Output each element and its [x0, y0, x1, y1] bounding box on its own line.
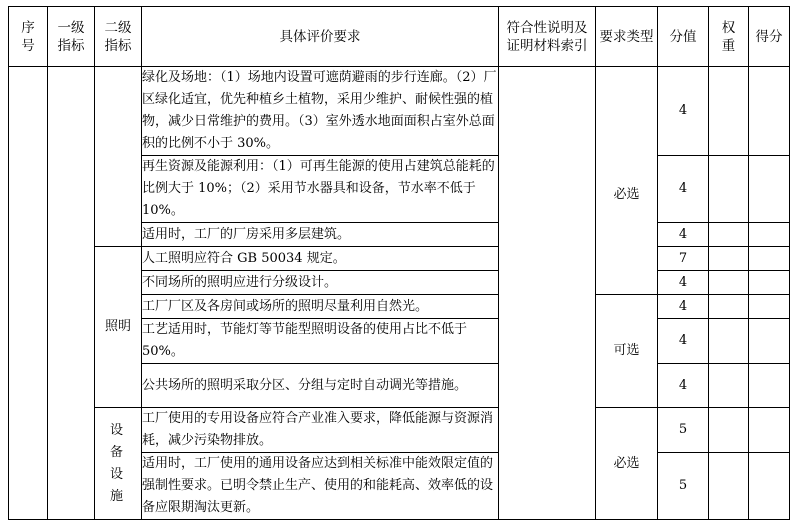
table-row: [9, 67, 790, 156]
requirement-cell: 工厂厂区及各房间或场所的照明尽量利用自然光。: [142, 295, 499, 319]
header-score: 分值: [658, 7, 709, 67]
header-seq: 序号: [9, 7, 48, 67]
requirement-cell: 工厂使用的专用设备应符合产业准入要求，降低能源与资源消耗，减少污染物排放。: [142, 408, 499, 453]
got-cell: [749, 247, 790, 271]
score-cell: 4: [658, 271, 709, 295]
score-cell: 5: [658, 453, 709, 520]
score-cell: 4: [658, 223, 709, 247]
score-cell: 4: [658, 319, 709, 364]
score-cell: 4: [658, 156, 709, 223]
got-cell: [749, 271, 790, 295]
got-cell: [749, 295, 790, 319]
weight-cell: [709, 223, 749, 247]
got-cell: [749, 67, 790, 156]
weight-cell: [709, 67, 749, 156]
weight-cell: [709, 408, 749, 453]
level2-cell-empty: [95, 67, 142, 247]
score-cell: 4: [658, 364, 709, 408]
requirement-cell: 再生资源及能源利用：（1）可再生能源的使用占建筑总能耗的比例大于 10%；（2）采用节水器具和设备，节水率不低于 10%。: [142, 156, 499, 223]
seq-cell: [9, 67, 48, 520]
level1-cell: [48, 67, 95, 520]
header-requirements: 具体评价要求: [142, 7, 499, 67]
weight-cell: [709, 247, 749, 271]
header-weight: 权重: [709, 7, 749, 67]
weight-cell: [709, 156, 749, 223]
header-row: [9, 7, 790, 67]
header-type: 要求类型: [596, 7, 658, 67]
score-cell: 7: [658, 247, 709, 271]
requirement-cell: 人工照明应符合 GB 50034 规定。: [142, 247, 499, 271]
weight-cell: [709, 364, 749, 408]
score-cell: 4: [658, 295, 709, 319]
got-cell: [749, 156, 790, 223]
level2-cell-equipment: 设备设施: [95, 408, 142, 520]
score-cell: 5: [658, 408, 709, 453]
requirement-cell: 工艺适用时，节能灯等节能型照明设备的使用占比不低于 50%。: [142, 319, 499, 364]
requirement-cell: 绿化及场地：（1）场地内设置可遮荫避雨的步行连廊。（2）厂区绿化适宜，优先种植乡土植物，采用少维护、耐候性强的植物，减少日常维护的费用。（3）室外透水地面面积占室外总面积的比例不小于 30%。: [142, 67, 499, 156]
requirement-cell: 适用时，工厂的厂房采用多层建筑。: [142, 223, 499, 247]
type-cell: 必选: [596, 408, 658, 520]
requirement-cell: 适用时，工厂使用的通用设备应达到相关标准中能效限定值的强制性要求。已明令禁止生产、使用的和能耗高、效率低的设备应限期淘汰更新。: [142, 453, 499, 520]
got-cell: [749, 223, 790, 247]
weight-cell: [709, 319, 749, 364]
header-got: 得分: [749, 7, 790, 67]
type-cell: 可选: [596, 295, 658, 408]
header-level1: 一级指标: [48, 7, 95, 67]
got-cell: [749, 453, 790, 520]
score-cell: 4: [658, 67, 709, 156]
weight-cell: [709, 453, 749, 520]
got-cell: [749, 364, 790, 408]
type-cell: 必选: [596, 67, 658, 295]
header-evidence: 符合性说明及证明材料索引: [499, 7, 596, 67]
requirement-cell: 不同场所的照明应进行分级设计。: [142, 271, 499, 295]
requirement-cell: 公共场所的照明采取分区、分组与定时自动调光等措施。: [142, 364, 499, 408]
header-level2: 二级指标: [95, 7, 142, 67]
level2-cell-lighting: 照明: [95, 247, 142, 408]
got-cell: [749, 408, 790, 453]
got-cell: [749, 319, 790, 364]
table-row: [9, 247, 790, 271]
weight-cell: [709, 295, 749, 319]
table-row: [9, 408, 790, 453]
evaluation-table: [8, 6, 790, 520]
weight-cell: [709, 271, 749, 295]
evidence-cell: [499, 67, 596, 520]
